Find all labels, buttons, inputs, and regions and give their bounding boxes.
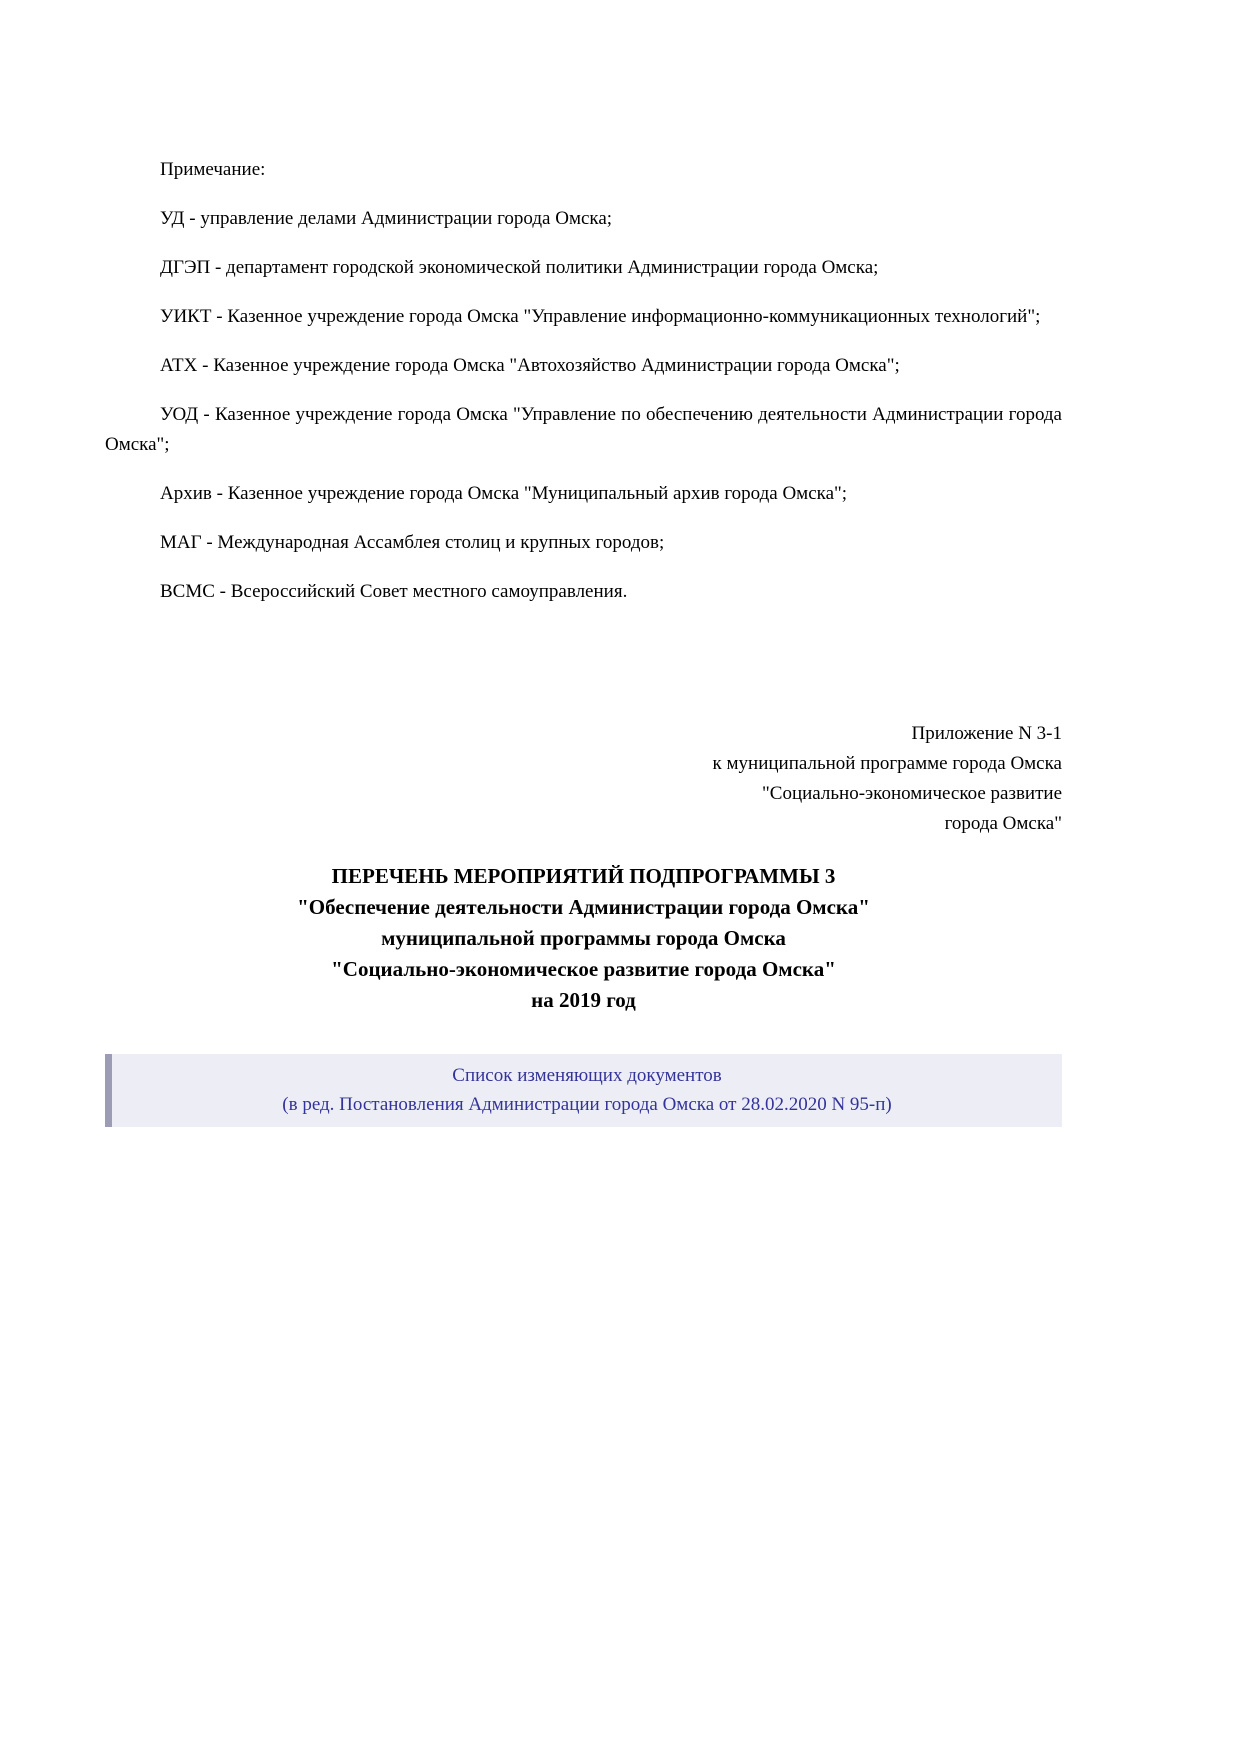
- note-uikt: УИКТ - Казенное учреждение города Омска "Управление информационно-коммуникационных технологий";: [160, 306, 1041, 327]
- note-ud: УД - управление делами Администрации города Омска;: [160, 208, 613, 229]
- note-uod: УОД - Казенное учреждение города Омска "Управление по обеспечению деятельности Администрации города Омска";: [105, 404, 1062, 455]
- annex-line: "Социально-экономическое развитие: [762, 783, 1062, 804]
- title-line: "Обеспечение деятельности Администрации города Омска": [297, 895, 870, 919]
- note-label: Примечание:: [160, 159, 266, 180]
- document-title: [105, 861, 1062, 1016]
- note-dgep: ДГЭП - департамент городской экономической политики Администрации города Омска;: [160, 257, 879, 278]
- amendments-heading: Список изменяющих документов: [452, 1065, 722, 1086]
- annex-line: Приложение N 3-1: [911, 723, 1062, 744]
- note-vsms: ВСМС - Всероссийский Совет местного самоуправления.: [160, 581, 628, 602]
- note-mag: МАГ - Международная Ассамблея столиц и крупных городов;: [160, 532, 665, 553]
- title-line: муниципальной программы города Омска: [381, 926, 786, 950]
- annex-line: к муниципальной программе города Омска: [712, 753, 1062, 774]
- annex-reference-block: [105, 719, 1062, 839]
- note-atkh: АТХ - Казенное учреждение города Омска "Автохозяйство Администрации города Омска";: [160, 355, 900, 376]
- amendments-edition-line: (в ред. Постановления Администрации города Омска от 28.02.2020 N 95-п): [282, 1094, 892, 1115]
- abbreviations-section: [105, 155, 1062, 607]
- amending-documents-box: [105, 1054, 1062, 1127]
- title-line: на 2019 год: [531, 988, 636, 1012]
- title-line: ПЕРЕЧЕНЬ МЕРОПРИЯТИЙ ПОДПРОГРАММЫ 3: [331, 864, 836, 888]
- title-line: "Социально-экономическое развитие города Омска": [331, 957, 836, 981]
- annex-line: города Омска": [944, 813, 1062, 834]
- note-arkhiv: Архив - Казенное учреждение города Омска "Муниципальный архив города Омска";: [160, 483, 848, 504]
